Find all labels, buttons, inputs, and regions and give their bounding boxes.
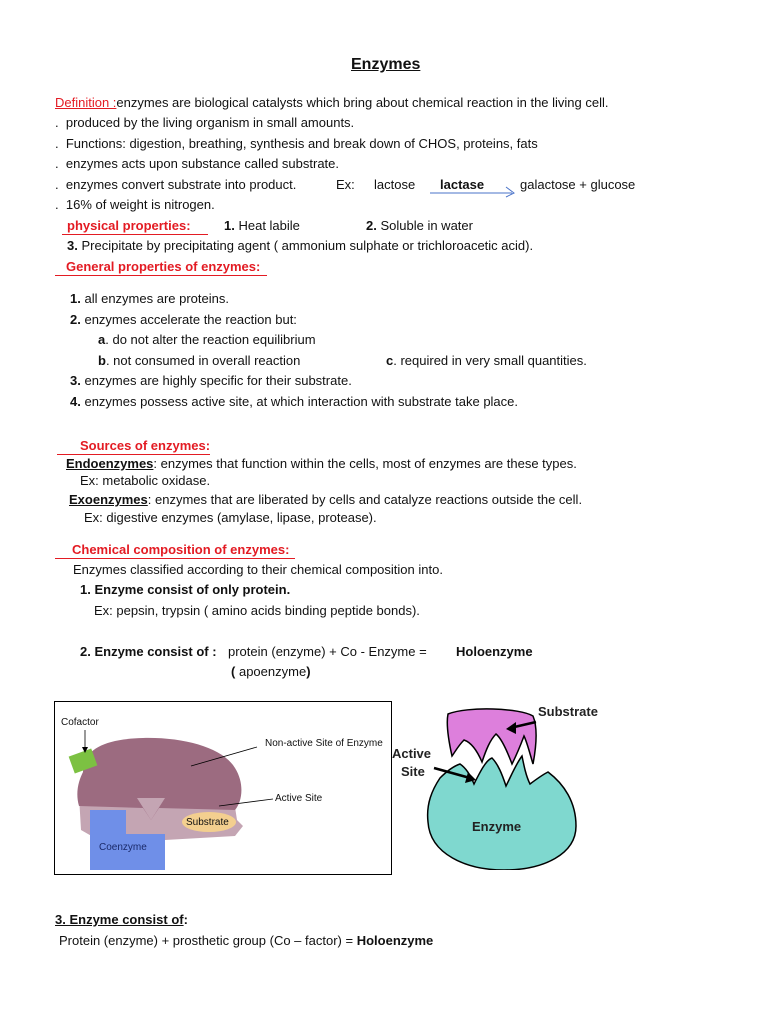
chemical-type-2-result: Holoenzyme	[456, 644, 533, 659]
nitrogen-text: 16% of weight is nitrogen.	[65, 197, 215, 212]
exo-term: Exoenzymes	[69, 492, 148, 507]
apo-open: (	[231, 664, 236, 679]
physical-p3-num: 3.	[67, 238, 78, 253]
bullet-text: enzymes acts upon substance called substrate.	[65, 156, 340, 171]
page-title: Enzymes	[351, 56, 421, 73]
endo-line	[66, 456, 577, 472]
active-site-label-line1: Active	[392, 746, 432, 761]
apo-close: )	[306, 664, 311, 679]
general-item-text: enzymes possess active site, at which interaction with substrate take place.	[84, 394, 519, 409]
substrate-label: Substrate	[538, 704, 598, 719]
chemical-type-3-result: Holoenzyme	[356, 933, 434, 948]
cofactor-label: Cofactor	[61, 717, 99, 728]
physical-p3	[67, 238, 533, 254]
chemical-type-2-text: protein (enzyme) + Co - Enzyme =	[228, 644, 427, 659]
coenzyme-label: Coenzyme	[99, 842, 147, 853]
chemical-type-3-line	[59, 933, 433, 949]
chemical-type-2-label: 2. Enzyme consist of :	[80, 644, 217, 659]
apoenzyme-note	[231, 664, 311, 680]
general-item-text: all enzymes are proteins.	[84, 291, 229, 306]
sources-underline	[57, 454, 210, 455]
physical-p2-num: 2.	[366, 218, 377, 233]
chemical-intro: Enzymes classified according to their chemical composition into.	[73, 562, 443, 577]
general-item-num: 1.	[70, 291, 81, 306]
physical-label: physical properties:	[67, 218, 191, 233]
chemical-type-3-colon: :	[183, 912, 188, 927]
convert-substrate: lactose	[374, 177, 416, 192]
physical-p1	[224, 218, 300, 234]
convert-product: galactose + glucose	[520, 177, 636, 192]
endo-term: Endoenzymes	[66, 456, 154, 471]
general-sub-text: . do not alter the reaction equilibrium	[105, 332, 316, 347]
bullet-nitrogen	[55, 197, 215, 213]
apo-text: apoenzyme	[238, 664, 307, 679]
general-heading: General properties of enzymes:	[66, 259, 261, 274]
physical-underline	[62, 234, 208, 235]
definition-label: Definition :	[55, 95, 117, 110]
substrate-label: Substrate	[186, 817, 229, 828]
general-item-text: enzymes accelerate the reaction but:	[84, 312, 297, 327]
sources-heading: Sources of enzymes:	[80, 438, 211, 453]
active-site-label-line2: Site	[401, 764, 425, 779]
bullet-mark: .	[55, 177, 59, 192]
bullet-mark: .	[55, 156, 59, 171]
chemical-type-1: 1. Enzyme consist of only protein.	[80, 582, 291, 597]
general-sub-text: . not consumed in overall reaction	[105, 353, 301, 368]
convert-ex: Ex:	[336, 177, 355, 192]
chemical-type-3-label	[55, 912, 188, 928]
general-item-num: 2.	[70, 312, 81, 327]
physical-p2	[366, 218, 473, 234]
definition-line	[55, 95, 609, 111]
general-sub-a	[98, 332, 316, 348]
substrate-shape	[447, 709, 536, 764]
convert-enzyme: lactase	[440, 177, 485, 192]
definition-text: enzymes are biological catalysts which bring about chemical reaction in the living cell.	[116, 95, 609, 110]
chemical-type-1-example: Ex: pepsin, trypsin ( amino acids binding peptide bonds).	[94, 603, 420, 618]
bullet-3	[55, 156, 339, 172]
lock-key-diagram	[388, 698, 613, 870]
exo-line	[69, 492, 582, 508]
physical-p1-num: 1.	[224, 218, 235, 233]
physical-p2-text: Soluble in water	[380, 218, 473, 233]
bullet-convert	[55, 177, 296, 193]
general-sub-letter: a	[98, 332, 106, 347]
general-item-num: 3.	[70, 373, 81, 388]
general-sub-text: . required in very small quantities.	[393, 353, 587, 368]
bullet-2	[55, 136, 538, 152]
general-sub-letter: c	[386, 353, 394, 368]
nonactive-site-label: Non-active Site of Enzyme	[265, 738, 383, 749]
reaction-arrow	[428, 184, 520, 198]
bullet-1	[55, 115, 354, 131]
convert-text: enzymes convert substrate into product.	[65, 177, 297, 192]
general-item-num: 4.	[70, 394, 81, 409]
general-item-1	[70, 291, 229, 307]
physical-p3-text: Precipitate by precipitating agent ( ammonium sulphate or trichloroacetic acid).	[81, 238, 534, 253]
chemical-type-3-text: Protein (enzyme) + prosthetic group (Co – factor) =	[59, 933, 354, 948]
chemical-underline	[55, 558, 295, 559]
chemical-type-3-title: 3. Enzyme consist of	[55, 912, 184, 927]
active-site-label: Active Site	[275, 793, 323, 804]
exo-example: Ex: digestive enzymes (amylase, lipase, protease).	[84, 510, 377, 525]
endo-example: Ex: metabolic oxidase.	[80, 473, 211, 488]
chemical-heading: Chemical composition of enzymes:	[72, 542, 290, 557]
general-sub-c	[386, 353, 587, 369]
physical-heading	[67, 218, 191, 234]
bullet-mark: .	[55, 115, 59, 130]
bullet-mark: .	[55, 197, 59, 212]
general-sub-b	[98, 353, 300, 369]
enzyme-diagram-box	[54, 701, 392, 875]
general-item-text: enzymes are highly specific for their substrate.	[84, 373, 352, 388]
lock-key-svg	[388, 698, 613, 870]
physical-p1-text: Heat labile	[238, 218, 300, 233]
bullet-mark: .	[55, 136, 59, 151]
general-underline	[55, 275, 267, 276]
enzyme-label: Enzyme	[472, 819, 522, 834]
general-item-4	[70, 394, 518, 410]
endo-text: : enzymes that function within the cells, most of enzymes are these types.	[153, 456, 577, 471]
bullet-text: produced by the living organism in small amounts.	[65, 115, 355, 130]
general-sub-letter: b	[98, 353, 106, 368]
general-item-3	[70, 373, 352, 389]
general-item-2	[70, 312, 297, 328]
bullet-text: Functions: digestion, breathing, synthesis and break down of CHOS, proteins, fats	[65, 136, 538, 151]
exo-text: : enzymes that are liberated by cells and catalyze reactions outside the cell.	[147, 492, 583, 507]
